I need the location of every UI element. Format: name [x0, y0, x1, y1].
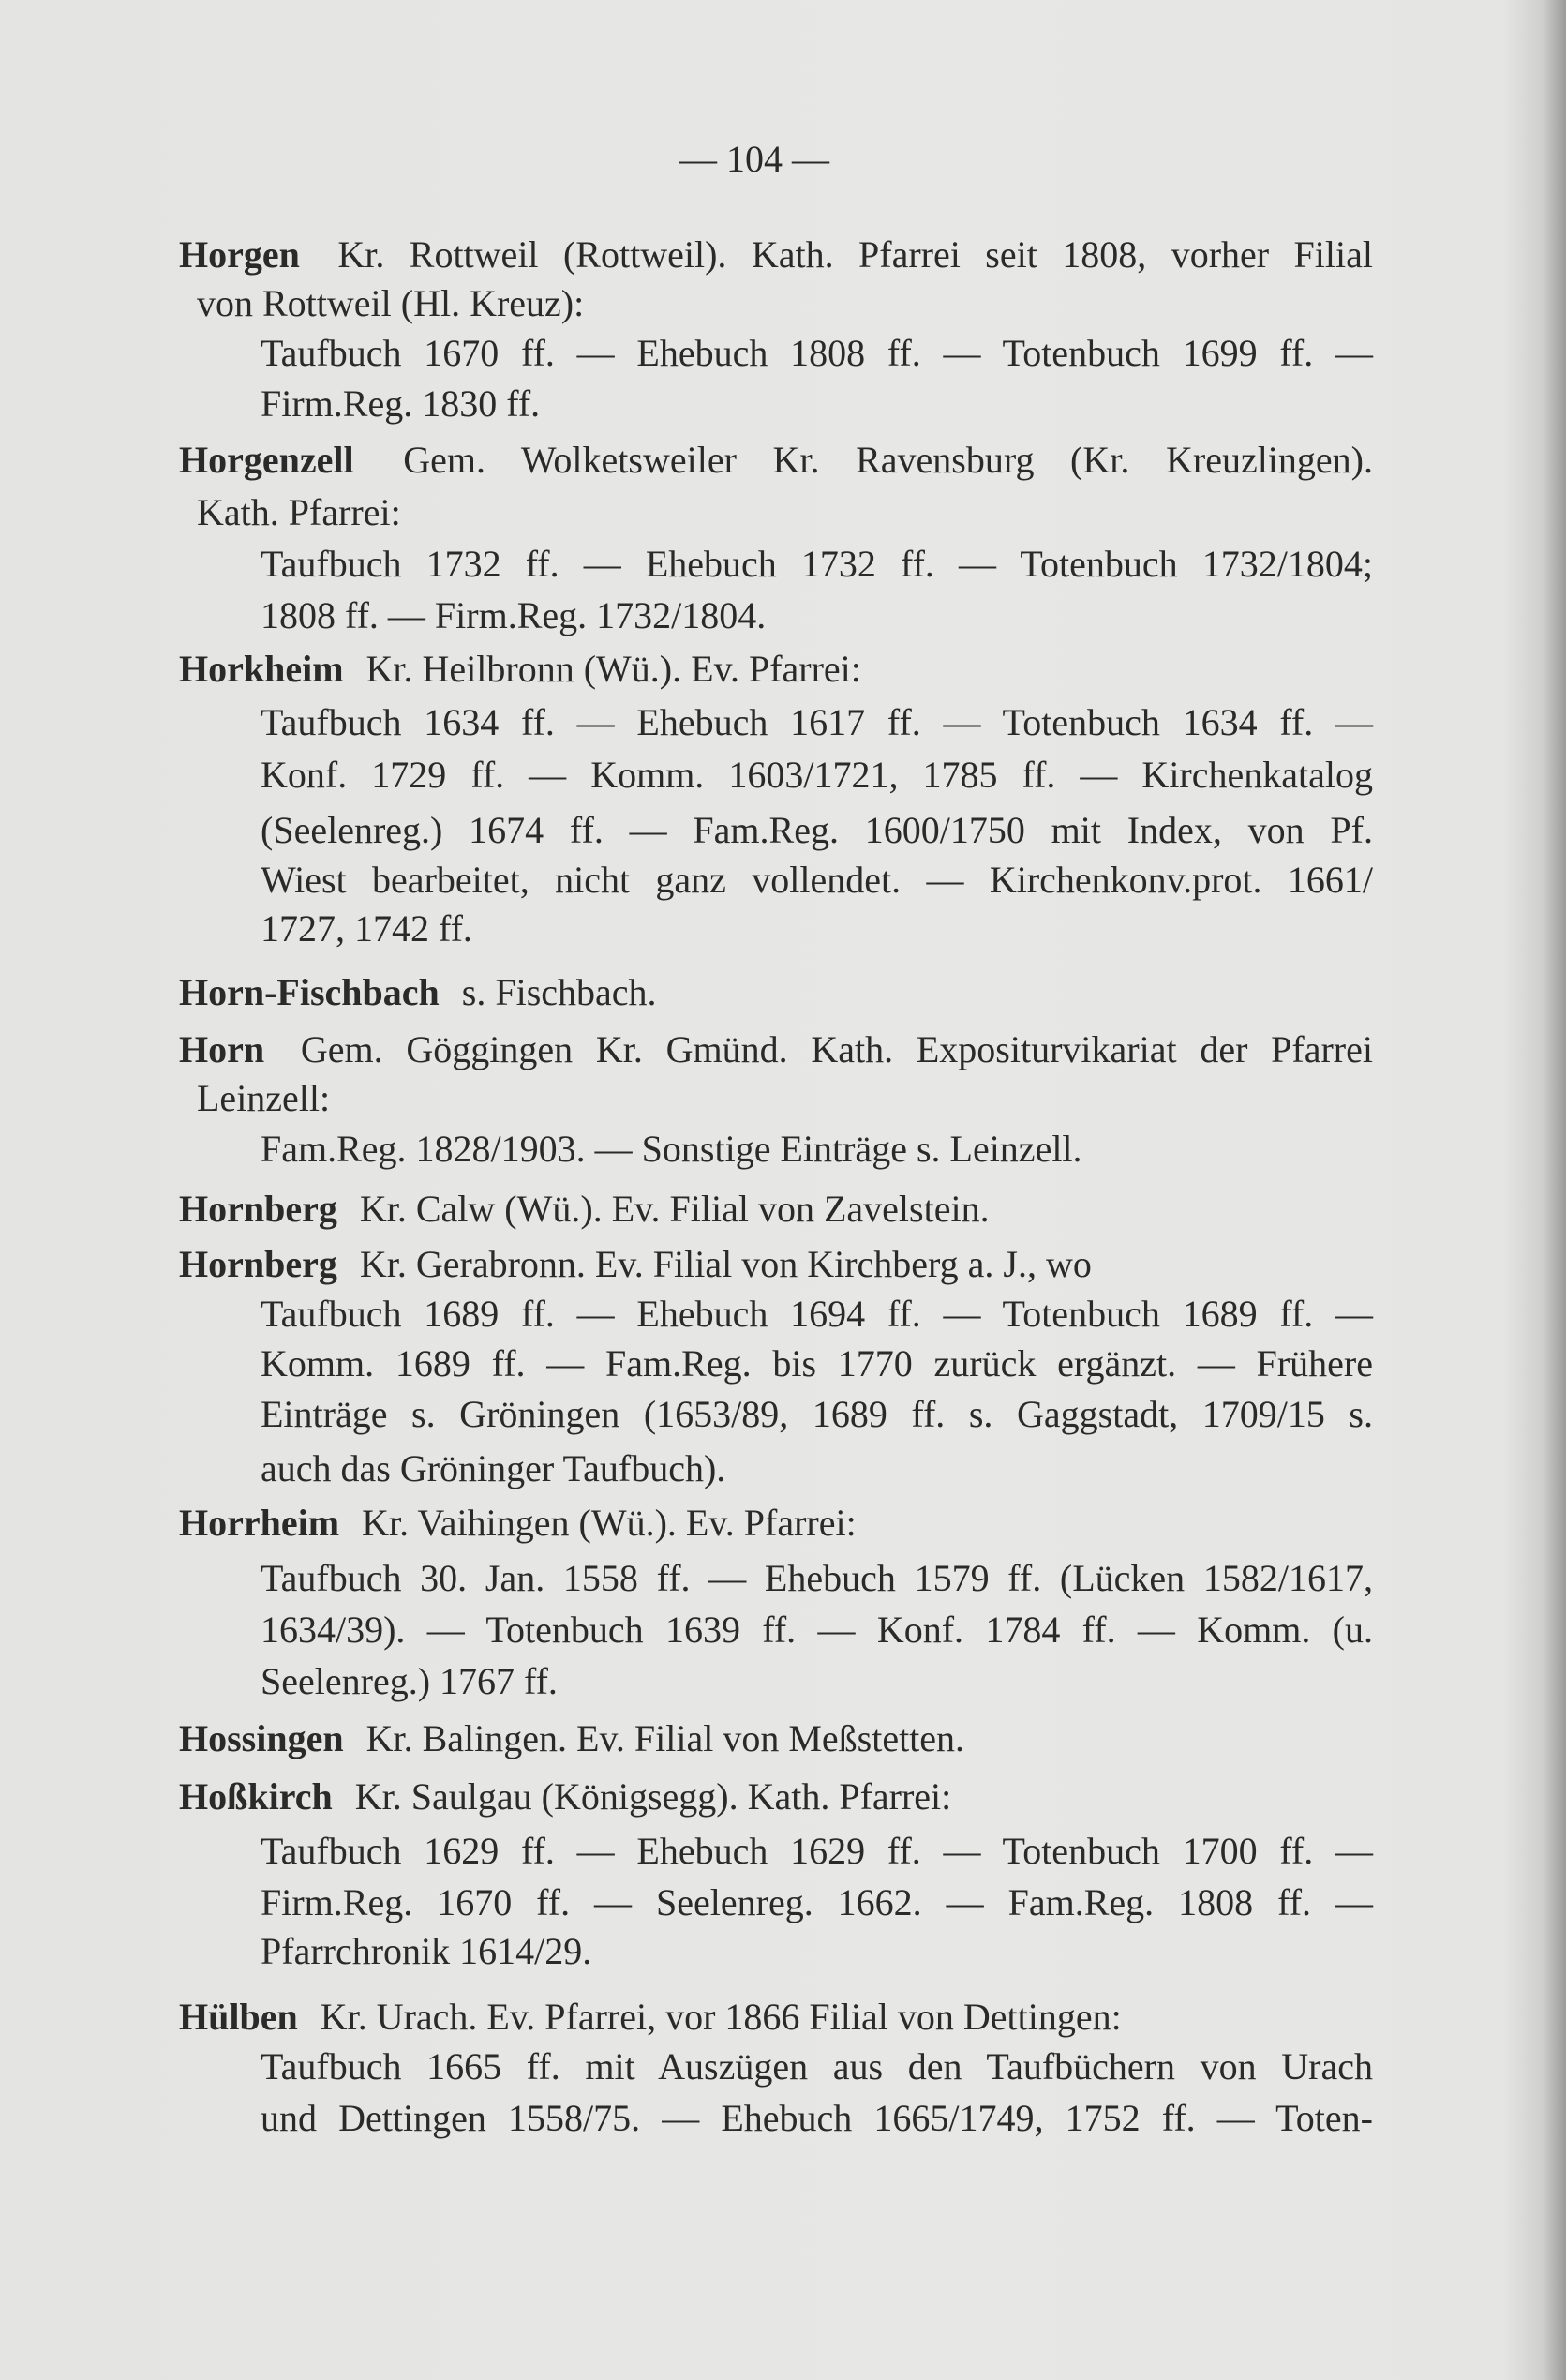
entry-headword: Hülben [179, 1996, 298, 2038]
entry-line [261, 856, 1373, 905]
entry-text: 1727, 1742 ff. [261, 907, 472, 950]
entry-first-line [179, 1240, 1373, 1289]
entry-line [261, 380, 1373, 428]
entry-headword: Horgen [179, 233, 300, 276]
entry-headword: Horgenzell [179, 439, 354, 481]
entry-line [261, 905, 1373, 953]
entry-text: Einträge s. Gröningen (1653/89, 1689 ff. s. Gaggstadt, 1709/15 s. [261, 1393, 1373, 1435]
entry-text: Taufbuch 1670 ff. — Ehebuch 1808 ff. — Totenbuch 1699 ff. — [261, 332, 1373, 374]
entry-text: Firm.Reg. 1830 ff. [261, 382, 541, 425]
entry-text: Kr. Vaihingen (Wü.). Ev. Pfarrei: [362, 1502, 857, 1544]
entry-line [261, 2094, 1373, 2143]
entry-text: Kr. Balingen. Ev. Filial von Meßstetten. [365, 1717, 965, 1759]
entry-text: Kr. Gerabronn. Ev. Filial von Kirchberg a. J., wo [359, 1243, 1092, 1285]
entry-text: 1808 ff. — Firm.Reg. 1732/1804. [261, 594, 767, 636]
entry-line [261, 1554, 1373, 1603]
entry-line [261, 698, 1373, 747]
entry-headword: Horkheim [179, 648, 344, 690]
entry-text: Seelenreg.) 1767 ff. [261, 1660, 558, 1702]
entry-line [261, 540, 1373, 589]
entry-line [197, 488, 1373, 537]
entry-text: Konf. 1729 ff. — Komm. 1603/1721, 1785 ff. — Kirchenkatalog [261, 754, 1373, 796]
entry-text: Taufbuch 1665 ff. mit Auszügen aus den Taufbüchern von Urach [261, 2045, 1373, 2088]
entry-line [261, 1444, 1373, 1493]
entry-line [261, 1827, 1373, 1876]
entry-headword: Hossingen [179, 1717, 344, 1759]
entry-text: Kath. Pfarrei: [197, 491, 401, 533]
entry-text: Gem. Göggingen Kr. Gmünd. Kath. Expositurvikariat der Pfarrei [300, 1028, 1373, 1070]
entry-text: Leinzell: [197, 1077, 331, 1119]
entry-headword: Hornberg [179, 1243, 337, 1285]
entry-text: Kr. Rottweil (Rottweil). Kath. Pfarrei seit 1808, vorher Filial [337, 233, 1374, 276]
entry-headword: Hoßkirch [179, 1775, 333, 1818]
entry-line [261, 591, 1373, 640]
entry-text: und Dettingen 1558/75. — Ehebuch 1665/1749, 1752 ff. — Toten- [261, 2097, 1373, 2139]
entry-text: Kr. Heilbronn (Wü.). Ev. Pfarrei: [365, 648, 861, 690]
entry-first-line [179, 1499, 1373, 1548]
entry-first-line [179, 1714, 1373, 1763]
entry-first-line [179, 645, 1373, 694]
entry-text: auch das Gröninger Taufbuch). [261, 1447, 726, 1489]
entry-text: Wiest bearbeitet, nicht ganz vollendet. — Kirchenkonv.prot. 1661/ [261, 859, 1373, 901]
entry-headword: Horn-Fischbach [179, 971, 440, 1013]
entry-text: 1634/39). — Totenbuch 1639 ff. — Konf. 1784 ff. — Komm. (u. [261, 1609, 1373, 1651]
entry-text: Kr. Saulgau (Königsegg). Kath. Pfarrei: [354, 1775, 952, 1818]
entry-line [261, 1879, 1373, 1927]
entry-first-line [179, 231, 1373, 279]
entry-text: Firm.Reg. 1670 ff. — Seelenreg. 1662. — Fam.Reg. 1808 ff. — [261, 1881, 1373, 1923]
entry-line [261, 1340, 1373, 1388]
entry-text: Komm. 1689 ff. — Fam.Reg. bis 1770 zurück ergänzt. — Frühere [261, 1342, 1373, 1385]
entry-text: Taufbuch 1629 ff. — Ehebuch 1629 ff. — Totenbuch 1700 ff. — [261, 1830, 1373, 1872]
entry-text: Pfarrchronik 1614/29. [261, 1930, 592, 1972]
entry-text: Taufbuch 1732 ff. — Ehebuch 1732 ff. — Totenbuch 1732/1804; [261, 543, 1373, 585]
entry-line [261, 2043, 1373, 2091]
entry-text: (Seelenreg.) 1674 ff. — Fam.Reg. 1600/1750 mit Index, von Pf. [261, 809, 1373, 851]
entry-line [261, 1927, 1373, 1976]
entry-headword: Horrheim [179, 1502, 340, 1544]
entry-text: Taufbuch 30. Jan. 1558 ff. — Ehebuch 1579 ff. (Lücken 1582/1617, [261, 1557, 1373, 1599]
entry-text: von Rottweil (Hl. Kreuz): [197, 282, 585, 324]
entry-text: Taufbuch 1634 ff. — Ehebuch 1617 ff. — Totenbuch 1634 ff. — [261, 701, 1373, 743]
entry-headword: Hornberg [179, 1188, 337, 1230]
entry-line [261, 1290, 1373, 1339]
entry-first-line [179, 968, 1373, 1017]
entry-first-line [179, 1185, 1373, 1234]
entry-line [261, 1390, 1373, 1439]
page-number: — 104 — [679, 138, 829, 180]
entry-text: Taufbuch 1689 ff. — Ehebuch 1694 ff. — Totenbuch 1689 ff. — [261, 1293, 1373, 1335]
entry-line [197, 1074, 1373, 1123]
entry-line [261, 1657, 1373, 1706]
entry-text: Kr. Calw (Wü.). Ev. Filial von Zavelstein. [359, 1188, 990, 1230]
entry-text: Gem. Wolketsweiler Kr. Ravensburg (Kr. Kreuzlingen). [403, 439, 1373, 481]
entry-line [261, 1125, 1373, 1174]
entry-line [261, 806, 1373, 855]
entry-line [197, 279, 1373, 328]
entry-text: s. Fischbach. [461, 971, 657, 1013]
entry-line [261, 1606, 1373, 1654]
entry-first-line [179, 436, 1373, 485]
entry-first-line [179, 1993, 1373, 2042]
entry-text: Kr. Urach. Ev. Pfarrei, vor 1866 Filial von Dettingen: [320, 1996, 1122, 2038]
entry-first-line [179, 1773, 1373, 1821]
entry-headword: Horn [179, 1028, 265, 1070]
entry-line [261, 329, 1373, 378]
entry-line [261, 751, 1373, 800]
entry-first-line [179, 1025, 1373, 1074]
entry-text: Fam.Reg. 1828/1903. — Sonstige Einträge s. Leinzell. [261, 1128, 1082, 1170]
